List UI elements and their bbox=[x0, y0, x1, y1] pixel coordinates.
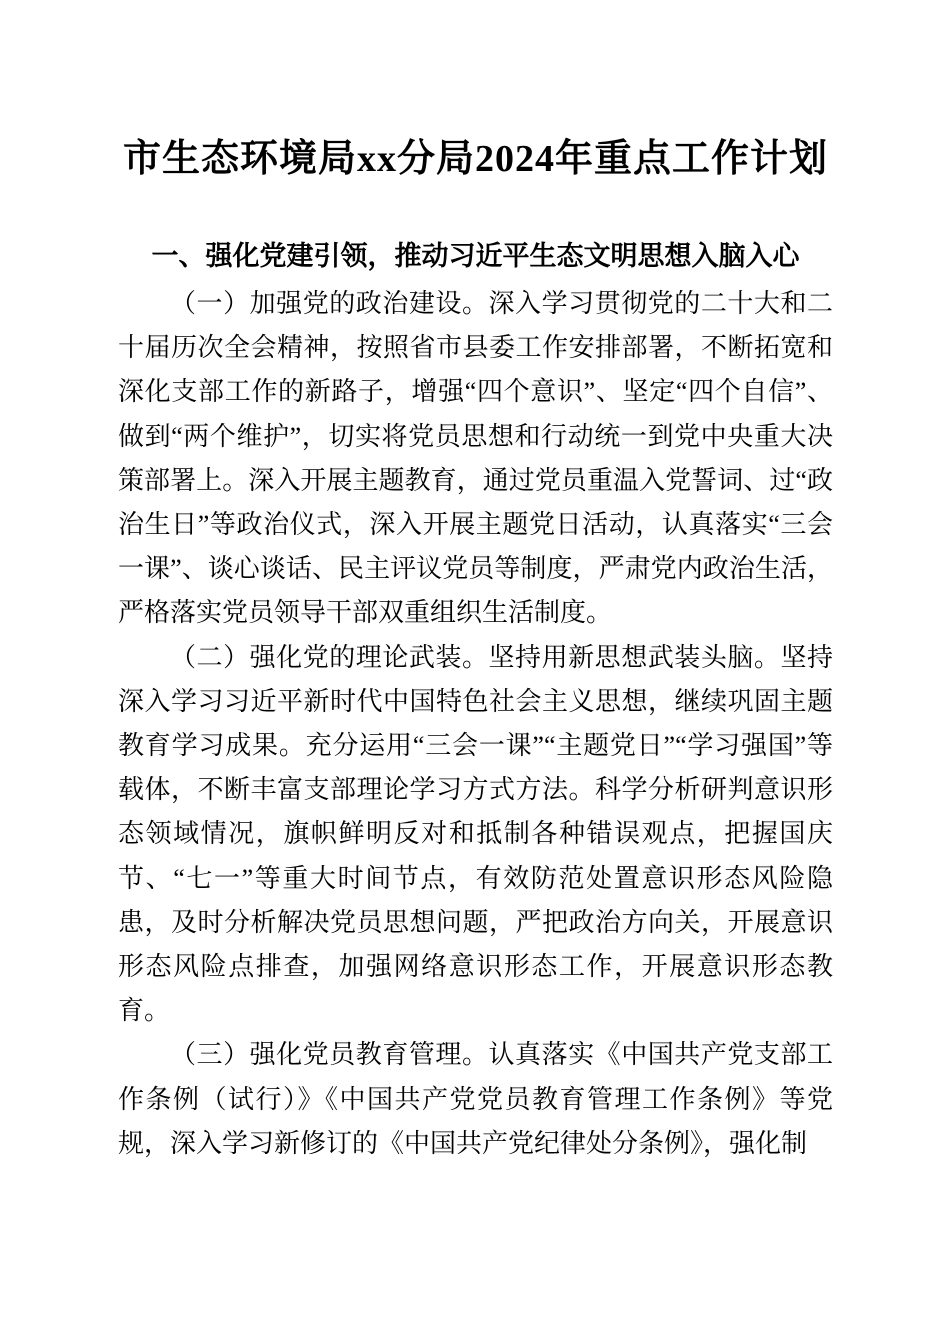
paragraph: （一）加强党的政治建设。深入学习贯彻党的二十大和二十届历次全会精神，按照省市县委工作安排部署，不断拓宽和深化支部工作的新路子，增强“四个意识”、坚定“四个自信”、做到“两个维护”，切实将党员思想和行动统一到党中央重大决策部署上。深入开展主题教育，通过党员重温入党誓词、过“政治生日”等政治仪式，深入开展主题党日活动，认真落实“三会一课”、谈心谈话、民主评议党员等制度，严肃党内政治生活，严格落实党员领导干部双重组织生活制度。 bbox=[118, 289, 833, 628]
document-title: 市生态环境局xx分局2024年重点工作计划 bbox=[122, 138, 828, 180]
section-heading: 一、强化党建引领，推动习近平生态文明思想入脑入心 bbox=[151, 241, 800, 271]
paragraph: （二）强化党的理论武装。坚持用新思想武装头脑。坚持深入学习习近平新时代中国特色社会主义思想，继续巩固主题教育学习成果。充分运用“三会一课”“主题党日”“学习强国”等载体，不断丰富支部理论学习方式方法。科学分析研判意识形态领域情况，旗帜鲜明反对和抵制各种错误观点，把握国庆节、“七一”等重大时间节点，有效防范处置意识形态风险隐患，及时分析解决党员思想问题，严把政治方向关，开展意识形态风险点排查，加强网络意识形态工作，开展意识形态教育。 bbox=[118, 642, 833, 1026]
paragraph: （三）强化党员教育管理。认真落实《中国共产党支部工作条例（试行）》《中国共产党党员教育管理工作条例》等党规，深入学习新修订的《中国共产党纪律处分条例》，强化制 bbox=[118, 1040, 833, 1158]
